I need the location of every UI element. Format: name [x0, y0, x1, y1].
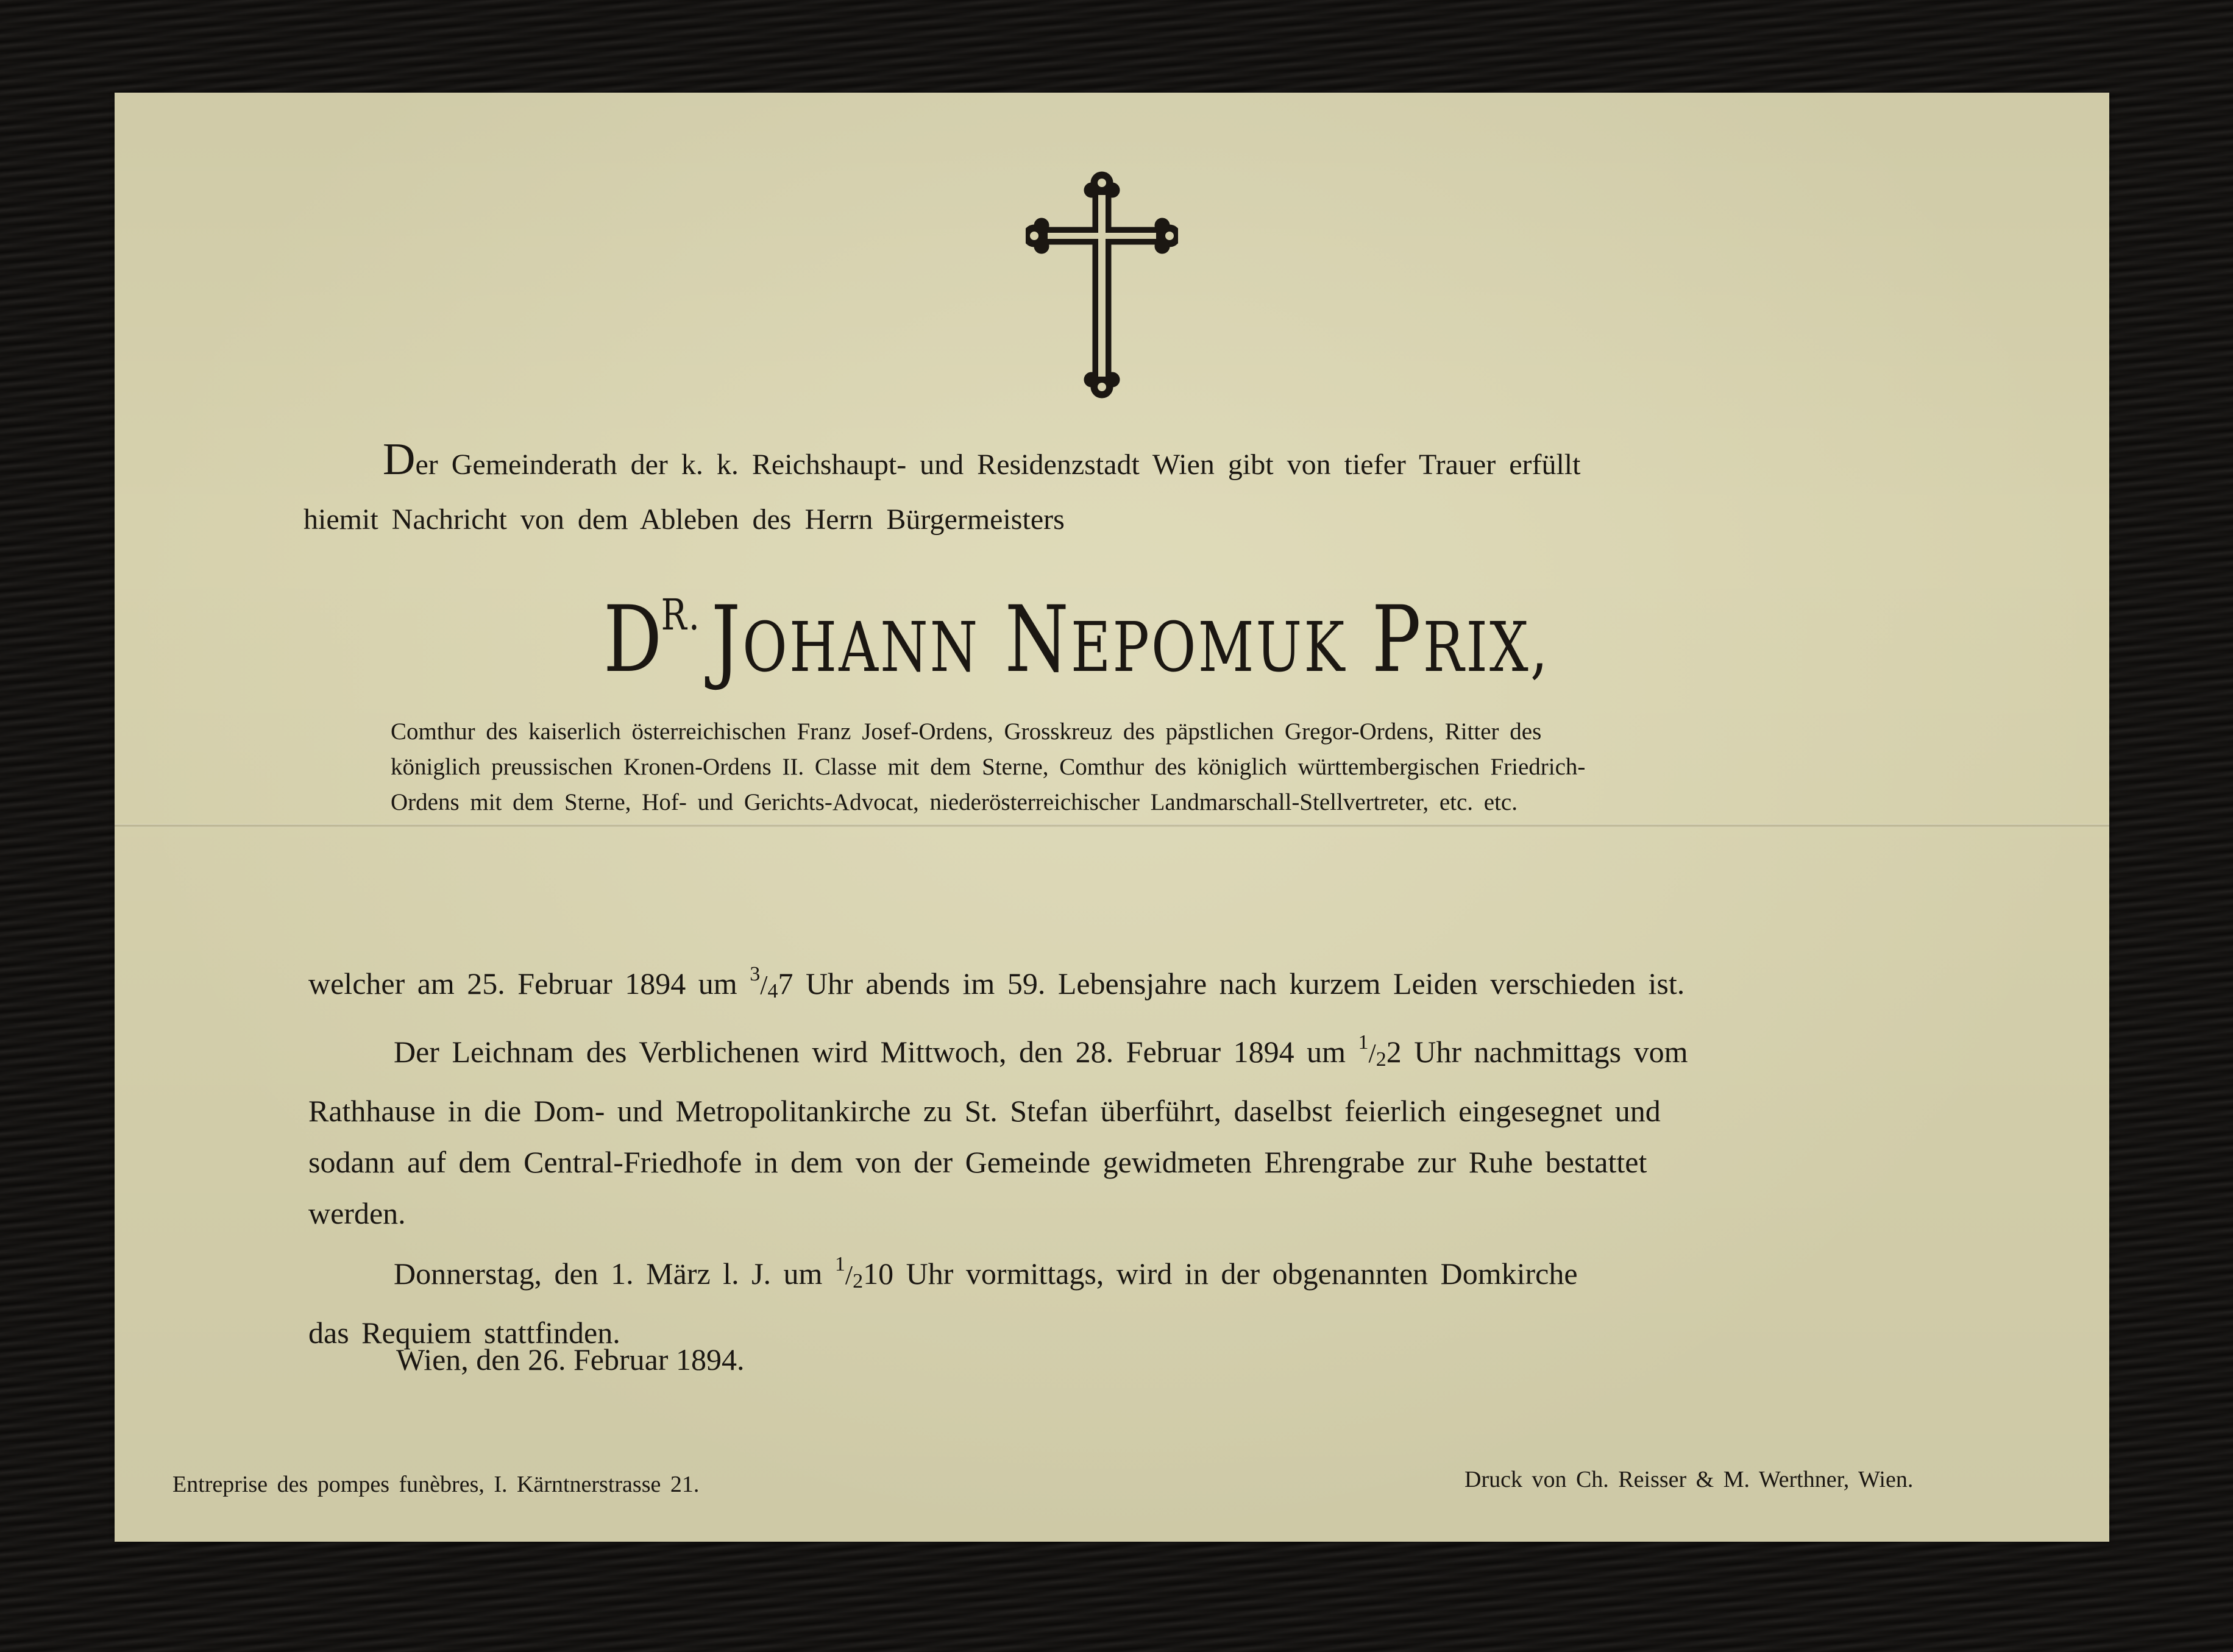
- cross-icon: [1026, 171, 1178, 399]
- place-and-date: Wien, den 26. Februar 1894.: [396, 1342, 745, 1377]
- intro-line-1-text: er Gemeinderath der k. k. Reichshaupt- und Residenzstadt Wien gibt von tiefer Trauer erfüllt: [415, 448, 1581, 481]
- death-line: [308, 949, 1688, 1017]
- requiem-line-1: [308, 1239, 1688, 1307]
- name-n-initial: N: [1004, 587, 1071, 693]
- honours-line-1: Comthur des kaiserlich österreichischen Franz Josef-Ordens, Grosskreuz des päpstlichen Gregor-Ordens, Ritter des: [391, 718, 1542, 745]
- fraction-numerator: 1: [834, 1253, 845, 1275]
- requiem-line-1-start: Donnerstag, den 1. März l. J. um: [394, 1257, 835, 1291]
- funeral-line-2: Rathhause in die Dom- und Metropolitankirche zu St. Stefan überführt, daselbst feierlich eingesegnet und: [308, 1094, 1661, 1128]
- fraction-half: 1/2: [834, 1253, 864, 1292]
- funeral-line-1: [308, 1017, 1688, 1085]
- name-dr-superscript: R.: [661, 590, 701, 640]
- mourning-notice-sheet: [115, 93, 2109, 1542]
- death-line-end: 7 Uhr abends im 59. Lebensjahre nach kurzem Leiden verschieden ist.: [778, 966, 1685, 1001]
- name-nepomuk: EPOMUK: [1070, 608, 1347, 687]
- death-line-start: welcher am 25. Februar 1894 um: [308, 966, 750, 1001]
- deceased-name-heading: [603, 587, 1550, 693]
- funeral-line-4: werden.: [308, 1196, 406, 1230]
- intro-line-1: [304, 434, 1581, 492]
- fraction-three-quarters: 3/4: [750, 963, 778, 1002]
- name-johann: OHANN: [742, 608, 980, 687]
- name-prix: RIX,: [1422, 608, 1550, 687]
- fraction-numerator: 3: [750, 963, 761, 985]
- name-p-initial: P: [1371, 587, 1423, 693]
- honours-list: [391, 714, 1585, 820]
- intro-paragraph: [304, 434, 1581, 547]
- fraction-denominator: 2: [1376, 1048, 1386, 1071]
- honours-line-3: Ordens mit dem Sterne, Hof- und Gerichts-Advocat, niederösterreichischer Landmarschall-Stellvertreter, etc. etc.: [391, 789, 1518, 815]
- name-dr-initial: D: [603, 587, 664, 693]
- fraction-denominator: 2: [853, 1270, 864, 1292]
- fraction-numerator: 1: [1358, 1031, 1369, 1054]
- paper-fold-crease: [115, 824, 2109, 828]
- honours-line-2: königlich preussischen Kronen-Ordens II. Classe mit dem Sterne, Comthur des königlich württembergischen Friedrich-: [391, 754, 1586, 780]
- funeral-line-1-end: 2 Uhr nachmittags vom: [1386, 1035, 1688, 1069]
- drop-initial: D: [383, 434, 416, 484]
- requiem-line-1-end: 10 Uhr vormittags, wird in der obgenannten Domkirche: [863, 1257, 1578, 1291]
- funeral-details: [308, 949, 1688, 1358]
- fraction-denominator: 4: [767, 980, 778, 1002]
- intro-line-2: hiemit Nachricht von dem Ableben des Herrn Bürgermeisters: [304, 503, 1065, 536]
- undertaker-imprint: Entreprise des pompes funèbres, I. Kärntnerstrasse 21.: [172, 1472, 700, 1497]
- printer-imprint: Druck von Ch. Reisser & M. Werthner, Wien.: [1464, 1467, 1914, 1492]
- requiem-line-2: das Requiem stattfinden.: [308, 1316, 620, 1350]
- funeral-line-3: sodann auf dem Central-Friedhofe in dem von der Gemeinde gewidmeten Ehrengrabe zur Ruhe bestattet: [308, 1145, 1647, 1179]
- name-j-initial: J: [711, 587, 743, 693]
- funeral-line-1-start: Der Leichnam des Verblichenen wird Mittwoch, den 28. Februar 1894 um: [394, 1035, 1358, 1069]
- fraction-half: 1/2: [1358, 1031, 1386, 1071]
